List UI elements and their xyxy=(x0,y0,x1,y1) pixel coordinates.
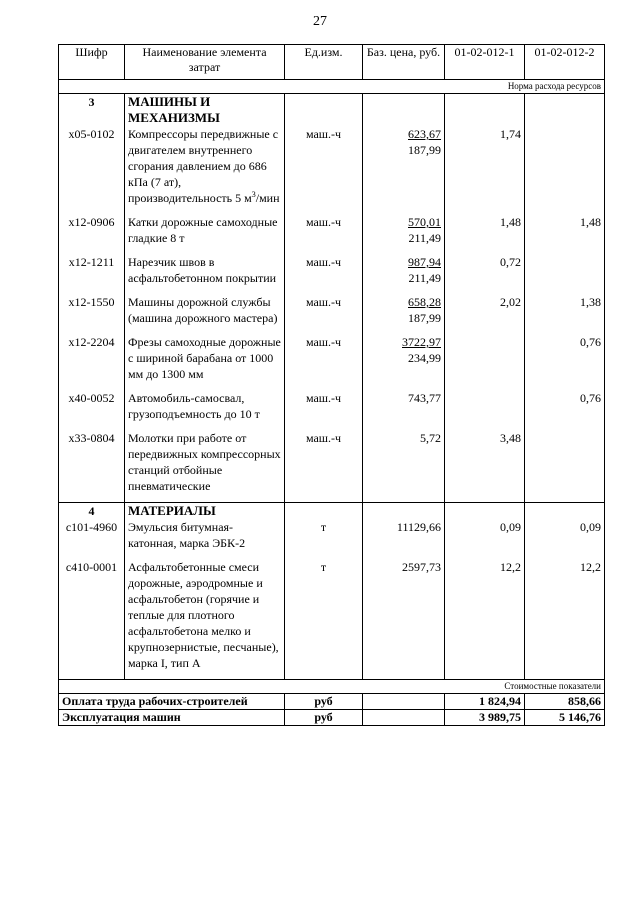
resource-code: х12-2204 xyxy=(59,334,125,382)
total-label: Эксплуатация машин xyxy=(59,710,285,726)
row-spacer xyxy=(59,246,605,254)
row-spacer xyxy=(59,382,605,390)
resource-unit: маш.-ч xyxy=(285,334,363,382)
header-code: Шифр xyxy=(59,45,125,80)
spacer-cell xyxy=(525,286,605,294)
spacer-cell xyxy=(525,671,605,680)
cost-label: Стоимостные показатели xyxy=(59,680,605,694)
resource-row xyxy=(59,519,605,551)
table-header xyxy=(59,45,605,80)
spacer-cell xyxy=(363,326,445,334)
row-spacer xyxy=(59,326,605,334)
row-spacer xyxy=(59,494,605,503)
resource-name-text: Автомобиль-самосвал, грузоподъемность до 10 т xyxy=(128,391,260,421)
resource-row xyxy=(59,334,605,382)
resource-row xyxy=(59,294,605,326)
spacer-cell xyxy=(59,326,125,334)
resource-unit: маш.-ч xyxy=(285,126,363,206)
spacer-cell xyxy=(445,286,525,294)
spacer-cell xyxy=(125,326,285,334)
total-unit: руб xyxy=(285,694,363,710)
price-value: 570,01 xyxy=(408,215,441,229)
spacer-cell xyxy=(363,494,445,503)
norm-value-2: 0,76 xyxy=(525,390,605,422)
price-secondary: 211,49 xyxy=(408,271,441,285)
row-spacer xyxy=(59,671,605,680)
resource-price xyxy=(363,126,445,206)
spacer-cell xyxy=(525,551,605,559)
norm-value-1: 1,48 xyxy=(445,214,525,246)
header-name: Наименование элемента затрат xyxy=(125,45,285,80)
spacer-cell xyxy=(445,494,525,503)
spacer-cell xyxy=(525,422,605,430)
norm-value-2: 1,48 xyxy=(525,214,605,246)
empty-cell xyxy=(363,503,445,520)
spacer-cell xyxy=(445,326,525,334)
resource-name-text: Асфальтобетонные смеси дорожные, аэродромные и асфальтобетон (горячие и теплые для плотного асфальтобетона мелко и крупнозернистые, песчаные), марка I, тип А xyxy=(128,560,279,670)
cost-row xyxy=(59,680,605,694)
resource-name xyxy=(125,334,285,382)
price-value: 658,28 xyxy=(408,295,441,309)
resource-name-text: Катки дорожные самоходные гладкие 8 т xyxy=(128,215,278,245)
price-value: 2597,73 xyxy=(402,560,441,574)
price-value: 623,67 xyxy=(408,127,441,141)
spacer-cell xyxy=(285,326,363,334)
norm-value-1 xyxy=(445,390,525,422)
spacer-cell xyxy=(525,206,605,214)
empty-cell xyxy=(445,503,525,520)
resource-price xyxy=(363,430,445,494)
resource-price xyxy=(363,254,445,286)
spacer-cell xyxy=(525,246,605,254)
resource-unit: т xyxy=(285,519,363,551)
resource-name-text: Компрессоры передвижные с двигателем внутреннего сгорания давлением до 686 кПа (7 ат), производительность 5 м xyxy=(128,127,279,205)
spacer-cell xyxy=(59,551,125,559)
resource-code: х33-0804 xyxy=(59,430,125,494)
total-value-1: 3 989,75 xyxy=(445,710,525,726)
page-number: 27 xyxy=(313,14,327,29)
spacer-cell xyxy=(59,422,125,430)
spacer-cell xyxy=(285,246,363,254)
resource-code: х12-0906 xyxy=(59,214,125,246)
section-title: МАШИНЫ И МЕХАНИЗМЫ xyxy=(125,94,285,127)
total-value-2: 5 146,76 xyxy=(525,710,605,726)
resource-price xyxy=(363,334,445,382)
spacer-cell xyxy=(445,382,525,390)
norm-value-2: 0,09 xyxy=(525,519,605,551)
row-spacer xyxy=(59,286,605,294)
total-row xyxy=(59,710,605,726)
empty-cell xyxy=(445,94,525,127)
total-row xyxy=(59,694,605,710)
resource-name xyxy=(125,519,285,551)
norm-value-2: 12,2 xyxy=(525,559,605,671)
spacer-cell xyxy=(59,206,125,214)
spacer-cell xyxy=(363,246,445,254)
norm-value-1: 3,48 xyxy=(445,430,525,494)
spacer-cell xyxy=(285,494,363,503)
spacer-cell xyxy=(363,422,445,430)
resource-table xyxy=(58,44,605,726)
resource-name xyxy=(125,254,285,286)
spacer-cell xyxy=(363,671,445,680)
norm-value-1: 2,02 xyxy=(445,294,525,326)
spacer-cell xyxy=(363,551,445,559)
price-secondary: 234,99 xyxy=(408,351,441,365)
price-value: 743,77 xyxy=(408,391,441,405)
price-secondary: 187,99 xyxy=(408,311,441,325)
resource-row xyxy=(59,430,605,494)
resource-name xyxy=(125,390,285,422)
resource-price xyxy=(363,214,445,246)
norm-value-1: 1,74 xyxy=(445,126,525,206)
resource-name-text: Машины дорожной службы (машина дорожного мастера) xyxy=(128,295,278,325)
resource-name-text: Фрезы самоходные дорожные с шириной барабана от 1000 мм до 1300 мм xyxy=(128,335,281,381)
total-label: Оплата труда рабочих-строителей xyxy=(59,694,285,710)
resource-name-text: Молотки при работе от передвижных компрессорных станций отбойные пневматические xyxy=(128,431,281,493)
spacer-cell xyxy=(285,671,363,680)
resource-name-text: Нарезчик швов в асфальтобетонном покрытии xyxy=(128,255,277,285)
resource-unit: маш.-ч xyxy=(285,390,363,422)
resource-row xyxy=(59,559,605,671)
resource-row xyxy=(59,126,605,206)
resource-name xyxy=(125,559,285,671)
resource-price xyxy=(363,519,445,551)
price-secondary: 211,49 xyxy=(408,231,441,245)
header-price: Баз. цена, руб. xyxy=(363,45,445,80)
price-secondary: 187,99 xyxy=(408,143,441,157)
price-value: 987,94 xyxy=(408,255,441,269)
resource-row xyxy=(59,254,605,286)
spacer-cell xyxy=(125,494,285,503)
total-value-1: 1 824,94 xyxy=(445,694,525,710)
spacer-cell xyxy=(525,326,605,334)
resource-unit: маш.-ч xyxy=(285,430,363,494)
section-title: МАТЕРИАЛЫ xyxy=(125,503,285,520)
spacer-cell xyxy=(125,206,285,214)
section-header xyxy=(59,94,605,127)
resource-code: х40-0052 xyxy=(59,390,125,422)
spacer-cell xyxy=(59,671,125,680)
spacer-cell xyxy=(445,206,525,214)
norm-value-1: 12,2 xyxy=(445,559,525,671)
section-header xyxy=(59,503,605,520)
norm-value-2: 1,38 xyxy=(525,294,605,326)
resource-name xyxy=(125,126,285,206)
resource-unit: маш.-ч xyxy=(285,294,363,326)
price-value: 3722,97 xyxy=(402,335,441,349)
row-spacer xyxy=(59,551,605,559)
price-value: 5,72 xyxy=(420,431,441,445)
resource-code: х05-0102 xyxy=(59,126,125,206)
resource-name xyxy=(125,294,285,326)
spacer-cell xyxy=(125,671,285,680)
resource-price xyxy=(363,559,445,671)
empty-cell xyxy=(363,94,445,127)
spacer-cell xyxy=(59,494,125,503)
empty-cell xyxy=(363,710,445,726)
spacer-cell xyxy=(363,286,445,294)
spacer-cell xyxy=(445,671,525,680)
norm-label: Норма расхода ресурсов xyxy=(59,80,605,94)
spacer-cell xyxy=(285,422,363,430)
norm-value-1: 0,09 xyxy=(445,519,525,551)
section-number: 4 xyxy=(59,503,125,520)
norm-value-1 xyxy=(445,334,525,382)
empty-cell xyxy=(285,503,363,520)
resource-unit: маш.-ч xyxy=(285,214,363,246)
spacer-cell xyxy=(59,382,125,390)
spacer-cell xyxy=(285,286,363,294)
spacer-cell xyxy=(285,551,363,559)
spacer-cell xyxy=(445,246,525,254)
total-value-2: 858,66 xyxy=(525,694,605,710)
section-number: 3 xyxy=(59,94,125,127)
spacer-cell xyxy=(285,206,363,214)
unit-superscript: 3 xyxy=(251,190,256,199)
resource-row xyxy=(59,390,605,422)
resource-unit: т xyxy=(285,559,363,671)
total-unit: руб xyxy=(285,710,363,726)
resource-price xyxy=(363,294,445,326)
resource-code: х12-1550 xyxy=(59,294,125,326)
resource-price xyxy=(363,390,445,422)
spacer-cell xyxy=(59,286,125,294)
norm-value-2 xyxy=(525,430,605,494)
resource-code: с101-4960 xyxy=(59,519,125,551)
spacer-cell xyxy=(125,422,285,430)
spacer-cell xyxy=(445,551,525,559)
spacer-cell xyxy=(125,286,285,294)
empty-cell xyxy=(525,503,605,520)
resource-name-text: Эмульсия битумная-катонная, марка ЭБК-2 xyxy=(128,520,246,550)
row-spacer xyxy=(59,422,605,430)
resource-code: х12-1211 xyxy=(59,254,125,286)
header-col1: 01-02-012-1 xyxy=(445,45,525,80)
spacer-cell xyxy=(125,382,285,390)
spacer-cell xyxy=(363,382,445,390)
spacer-cell xyxy=(125,246,285,254)
spacer-cell xyxy=(363,206,445,214)
empty-cell xyxy=(525,94,605,127)
norm-value-2 xyxy=(525,126,605,206)
spacer-cell xyxy=(525,382,605,390)
resource-name xyxy=(125,214,285,246)
price-value: 11129,66 xyxy=(396,520,441,534)
norm-value-2 xyxy=(525,254,605,286)
row-spacer xyxy=(59,206,605,214)
empty-cell xyxy=(363,694,445,710)
header-col2: 01-02-012-2 xyxy=(525,45,605,80)
empty-cell xyxy=(285,94,363,127)
spacer-cell xyxy=(59,246,125,254)
resource-unit: маш.-ч xyxy=(285,254,363,286)
resource-code: с410-0001 xyxy=(59,559,125,671)
header-unit: Ед.изм. xyxy=(285,45,363,80)
spacer-cell xyxy=(525,494,605,503)
norm-row xyxy=(59,80,605,94)
unit-tail: /мин xyxy=(255,191,280,205)
spacer-cell xyxy=(125,551,285,559)
resource-row xyxy=(59,214,605,246)
norm-value-2: 0,76 xyxy=(525,334,605,382)
resource-name xyxy=(125,430,285,494)
spacer-cell xyxy=(445,422,525,430)
norm-value-1: 0,72 xyxy=(445,254,525,286)
spacer-cell xyxy=(285,382,363,390)
